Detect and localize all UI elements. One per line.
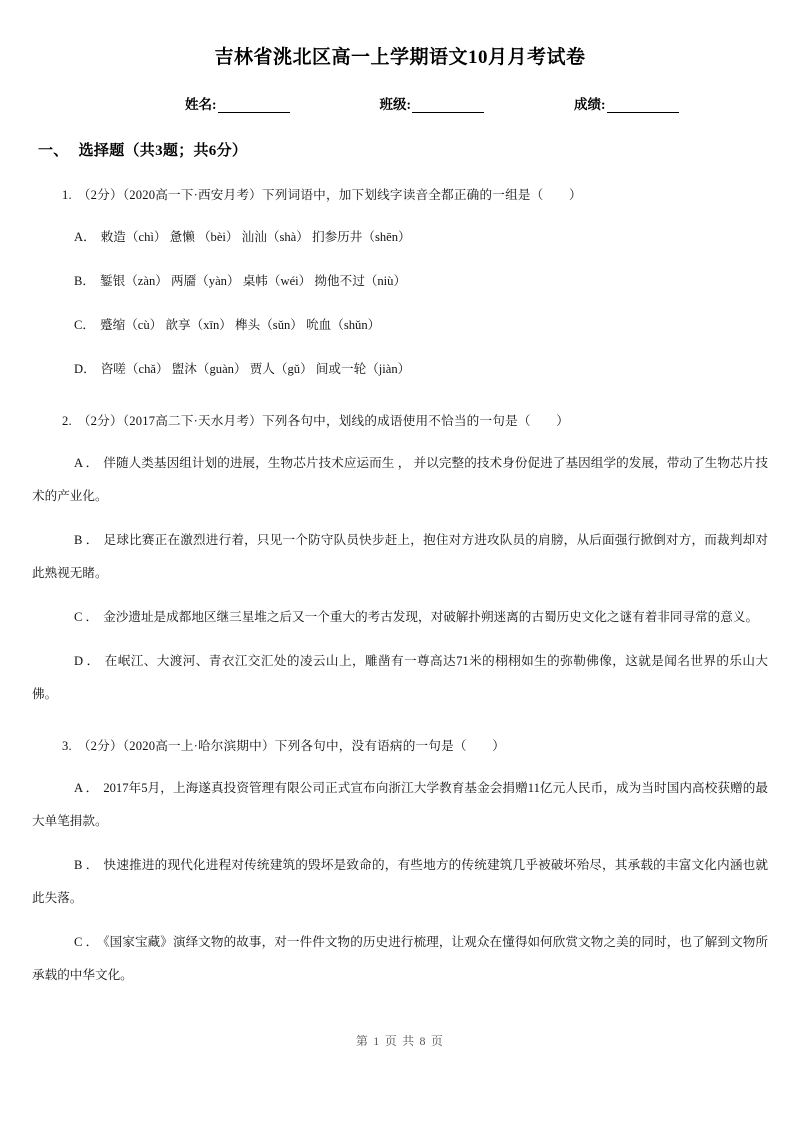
- question-source-1: （2020高一下·西安月考）: [122, 188, 262, 202]
- option-letter-2-a: A ．: [74, 456, 99, 470]
- option-letter-3-b: B ．: [74, 858, 99, 872]
- question-stem-3: [0, 731, 800, 761]
- page-footer: 第 1 页 共 8 页: [355, 1034, 445, 1048]
- question-number-1: 1.: [62, 188, 72, 202]
- option-letter-3-a: A ．: [74, 781, 99, 795]
- option-text-2-d: 在岷江、大渡河、青衣江交汇处的凌云山上，雕凿有一尊高达71米的栩栩如生的弥勒佛像，这就是闻名世界的乐山大佛。: [32, 654, 769, 701]
- section-heading-1: [0, 139, 800, 160]
- option-1-c[interactable]: [0, 309, 800, 342]
- option-text-3-b: 快速推进的现代化进程对传统建筑的毁坏是致命的，有些地方的传统建筑几乎被破坏殆尽，其承载的丰富文化内涵也就此失落。: [32, 858, 768, 905]
- question-source-3: （2020高一上·哈尔滨期中）: [122, 739, 275, 753]
- section-title: 选择题（共3题；共6分）: [78, 143, 248, 159]
- option-2-c[interactable]: [0, 601, 800, 634]
- question-text-2: 下列各句中，划线的成语使用不恰当的一句是（ ）: [261, 414, 570, 428]
- option-letter-2-c: C ．: [74, 610, 99, 624]
- option-text-3-a: 2017年5月，上海遂真投资管理有限公司正式宣布向浙江大学教育基金会捐赠11亿元人民币，成为当时国内高校获赠的最大单笔捐款。: [32, 781, 768, 828]
- option-text-2-a: 伴随人类基因组计划的进展，生物芯片技术应运而生 ， 并以完整的技术身份促进了基因组学的发展，带动了生物芯片技术的产业化。: [32, 456, 768, 503]
- option-text-2-c: 金沙遗址是成都地区继三星堆之后又一个重大的考古发现，对破解扑朔迷离的古蜀历史文化之谜有着非同寻常的意义。: [103, 610, 759, 624]
- question-block-3: [0, 731, 800, 992]
- question-text-3: 下列各句中，没有语病的一句是（ ）: [274, 739, 506, 753]
- question-score-1: （2分）: [77, 188, 123, 202]
- option-3-b[interactable]: [0, 849, 800, 915]
- question-block-2: [0, 406, 800, 711]
- question-stem-1: [0, 180, 800, 210]
- option-3-c[interactable]: [0, 926, 800, 992]
- option-text-1-b: 錾银（zàn） 两靥（yàn） 桌帏（wéi） 拗他不过（niù）: [100, 274, 407, 288]
- identity-field-name: [185, 93, 290, 113]
- question-block-1: [0, 180, 800, 386]
- identity-label-score: 成绩:: [574, 97, 606, 112]
- identity-input-class[interactable]: [412, 99, 484, 113]
- question-text-1: 下列词语中，加下划线字读音全都正确的一组是（ ）: [261, 188, 582, 202]
- question-score-3: （2分）: [77, 739, 123, 753]
- section-number: 一、: [38, 143, 69, 159]
- identity-label-class: 班级:: [379, 97, 411, 112]
- page-title: 吉林省洮北区高一上学期语文10月月考试卷: [214, 47, 586, 68]
- identity-field-score: [574, 93, 679, 113]
- option-letter-1-a: A．: [74, 230, 96, 244]
- identity-fields-row: [0, 93, 800, 113]
- option-letter-3-c: C ．: [74, 935, 99, 949]
- option-text-1-a: 敕造（chì） 惫懒 （bèi） 汕汕（shà） 扪参历井（shēn）: [100, 230, 411, 244]
- question-number-3: 3.: [62, 739, 72, 753]
- option-1-a[interactable]: [0, 221, 800, 254]
- option-text-1-c: 蹙缩（cù） 歆享（xīn） 榫头（sǔn） 吮血（shǔn）: [100, 318, 381, 332]
- identity-field-class: [380, 93, 485, 113]
- option-text-2-b: 足球比赛正在激烈进行着，只见一个防守队员快步赶上，抱住对方进攻队员的肩膀，从后面强行掀倒对方，而裁判却对此熟视无睹。: [32, 533, 768, 580]
- identity-label-name: 姓名:: [185, 97, 217, 112]
- option-letter-2-d: D ．: [74, 654, 100, 668]
- question-number-2: 2.: [62, 414, 72, 428]
- identity-input-score[interactable]: [607, 99, 679, 113]
- option-letter-1-b: B．: [74, 274, 95, 288]
- option-2-b[interactable]: [0, 524, 800, 590]
- option-1-d[interactable]: [0, 353, 800, 386]
- question-stem-2: [0, 406, 800, 436]
- identity-input-name[interactable]: [218, 99, 290, 113]
- option-2-d[interactable]: [0, 645, 800, 711]
- option-letter-1-c: C．: [74, 318, 95, 332]
- option-1-b[interactable]: [0, 265, 800, 298]
- option-text-3-c: 《国家宝藏》演绎文物的故事，对一件件文物的历史进行梳理，让观众在懂得如何欣赏文物之美的同时，也了解到文物所承载的中华文化。: [32, 935, 768, 982]
- option-letter-2-b: B ．: [74, 533, 99, 547]
- option-2-a[interactable]: [0, 447, 800, 513]
- option-text-1-d: 咨嗟（chǎ） 盥沐（guàn） 贾人（gǔ） 间或一轮（jiàn）: [100, 362, 411, 376]
- question-score-2: （2分）: [77, 414, 123, 428]
- question-source-2: （2017高二下·天水月考）: [122, 414, 262, 428]
- option-3-a[interactable]: [0, 772, 800, 838]
- option-letter-1-d: D．: [74, 362, 96, 376]
